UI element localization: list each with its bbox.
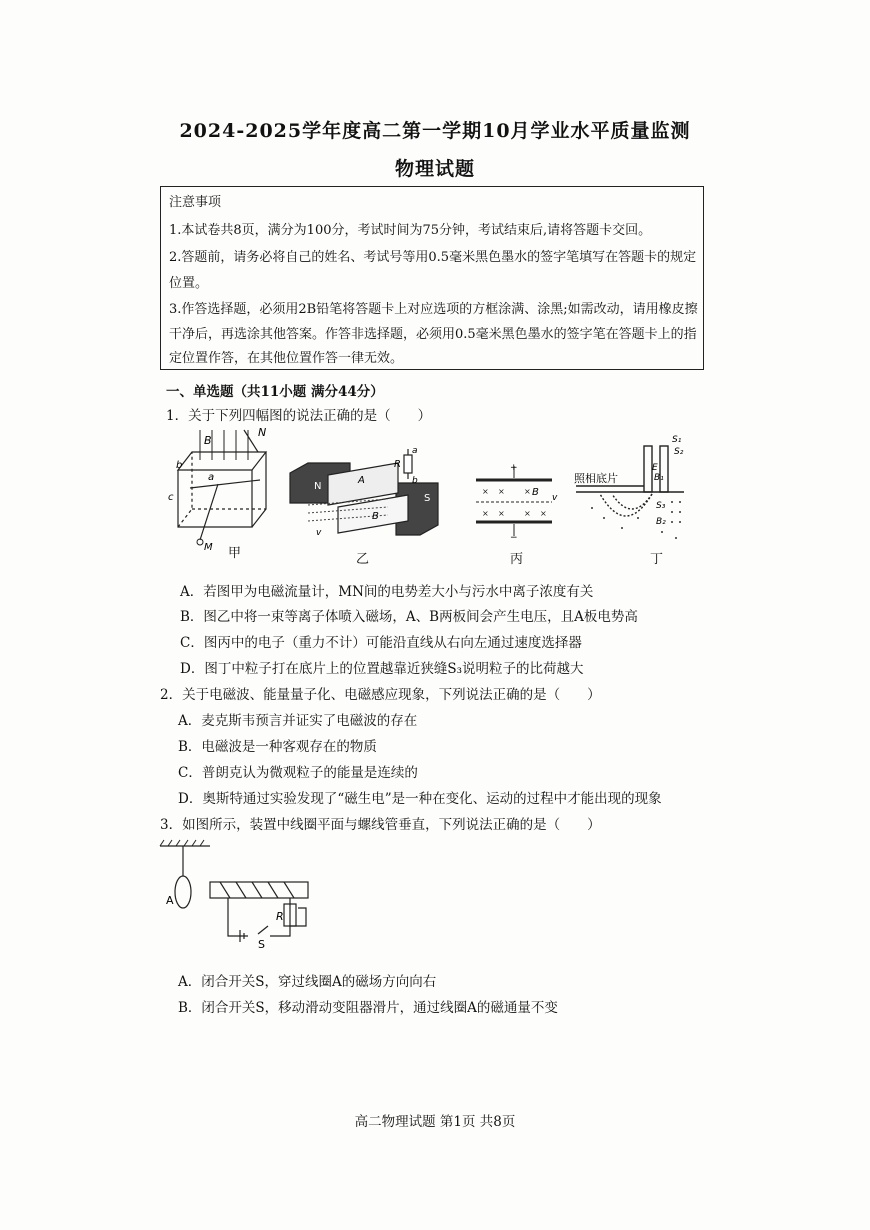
label-a: a bbox=[412, 446, 418, 456]
label-B2: B₂ bbox=[656, 517, 666, 527]
label-switch-S: S bbox=[258, 938, 265, 950]
page-footer: 高二物理试题 第1页 共8页 bbox=[354, 1114, 516, 1130]
question-1-option-a[interactable]: A．若图甲为电磁流量计，MN间的电势差大小与污水中离子浓度有关 bbox=[180, 584, 594, 600]
figure-label-yi: 乙 bbox=[356, 552, 370, 567]
label-b: b bbox=[176, 460, 183, 471]
label-coil-A: A bbox=[166, 894, 174, 907]
question-1-stem: 1．关于下列四幅图的说法正确的是（ ） bbox=[166, 408, 432, 424]
exam-subtitle: 物理试题 bbox=[394, 158, 475, 180]
question-3-option-b[interactable]: B．闭合开关S，移动滑动变阻器滑片，通过线圈A的磁通量不变 bbox=[178, 1000, 558, 1016]
svg-text:×: × bbox=[524, 509, 531, 518]
question-1-option-c[interactable]: C．图丙中的电子（重力不计）可能沿直线从右向左通过速度选择器 bbox=[180, 635, 582, 651]
label-B: B bbox=[532, 487, 539, 498]
figure-jia bbox=[160, 422, 285, 557]
figure-yi bbox=[288, 445, 458, 545]
svg-text:×: × bbox=[540, 509, 547, 518]
figure-label-jia: 甲 bbox=[228, 546, 242, 561]
exam-title: 2024-2025学年度高二第一学期10月学业水平质量监测 bbox=[179, 120, 691, 142]
figure-ding bbox=[572, 428, 692, 548]
label-E: E bbox=[652, 463, 658, 473]
figure-label-ding: 丁 bbox=[650, 552, 664, 567]
label-c: c bbox=[168, 492, 174, 503]
question-2-option-d[interactable]: D．奥斯特通过实验发现了“磁生电”是一种在变化、运动的过程中才能出现的现象 bbox=[178, 791, 662, 807]
svg-text:×: × bbox=[482, 487, 489, 496]
label-a: a bbox=[208, 472, 215, 483]
notice-heading: 注意事项 bbox=[169, 195, 222, 210]
label-v: v bbox=[552, 493, 558, 503]
question-1-option-b[interactable]: B．图乙中将一束等离子体喷入磁场，A、B两板间会产生电压，且A板电势高 bbox=[180, 609, 638, 625]
label-v: v bbox=[316, 528, 322, 538]
label-b: b bbox=[412, 476, 418, 486]
question-2-stem: 2．关于电磁波、能量量子化、电磁感应现象，下列说法正确的是（ ） bbox=[160, 687, 601, 703]
label-N-pole: N bbox=[314, 481, 322, 492]
label-B1: B₁ bbox=[654, 473, 664, 483]
notice-line: 定位置作答，在其他位置作答一律无效。 bbox=[169, 351, 404, 366]
label-N: N bbox=[258, 426, 267, 439]
label-S-pole: S bbox=[424, 493, 431, 504]
svg-text:×: × bbox=[498, 487, 505, 496]
notice-line: 干净后，再选涂其他答案。作答非选择题，必须用0.5毫米黑色墨水的签字笔在答题卡上的指 bbox=[169, 327, 697, 342]
svg-text:×: × bbox=[498, 509, 505, 518]
label-plate-A: A bbox=[358, 475, 365, 486]
svg-text:×: × bbox=[524, 487, 531, 496]
label-S1: S₁ bbox=[672, 435, 682, 445]
label-R: R bbox=[276, 910, 284, 923]
question-3-option-a[interactable]: A．闭合开关S，穿过线圈A的磁场方向向右 bbox=[178, 974, 437, 990]
label-S3: S₃ bbox=[656, 501, 666, 511]
figure-bing bbox=[472, 462, 562, 542]
svg-text:+: + bbox=[510, 463, 518, 473]
question-2-option-a[interactable]: A．麦克斯韦预言并证实了电磁波的存在 bbox=[178, 713, 418, 729]
label-S2: S₂ bbox=[674, 447, 684, 457]
question-3-stem: 3．如图所示，装置中线圈平面与螺线管垂直，下列说法正确的是（ ） bbox=[160, 817, 601, 833]
svg-text:×: × bbox=[482, 509, 489, 518]
notice-box bbox=[160, 186, 704, 370]
notice-line: 1.本试卷共8页，满分为100分，考试时间为75分钟，考试结束后,请将答题卡交回。 bbox=[169, 223, 652, 238]
figure-label-bing: 丙 bbox=[510, 552, 524, 567]
label-M: M bbox=[204, 542, 213, 553]
label-B: B bbox=[204, 434, 212, 447]
label-plate-B: B bbox=[372, 511, 379, 522]
question-2-option-b[interactable]: B．电磁波是一种客观存在的物质 bbox=[178, 739, 377, 755]
section-heading: 一、单选题（共11小题 满分44分） bbox=[166, 384, 384, 400]
notice-line: 3.作答选择题，必须用2B铅笔将答题卡上对应选项的方框涂满、涂黑;如需改动，请用橡皮擦 bbox=[169, 302, 698, 317]
label-R: R bbox=[394, 459, 401, 470]
svg-text:−: − bbox=[510, 533, 518, 542]
question-1-option-d[interactable]: D．图丁中粒子打在底片上的位置越靠近狭缝S₃说明粒子的比荷越大 bbox=[180, 661, 584, 677]
notice-line: 位置。 bbox=[169, 276, 209, 291]
notice-line: 2.答题前，请务必将自己的姓名、考试号等用0.5毫米黑色墨水的签字笔填写在答题卡的规定 bbox=[169, 250, 697, 265]
label-photo-plate: 照相底片 bbox=[574, 472, 618, 485]
question-2-option-c[interactable]: C．普朗克认为微观粒子的能量是连续的 bbox=[178, 765, 418, 781]
figure-q3-solenoid bbox=[158, 838, 328, 950]
